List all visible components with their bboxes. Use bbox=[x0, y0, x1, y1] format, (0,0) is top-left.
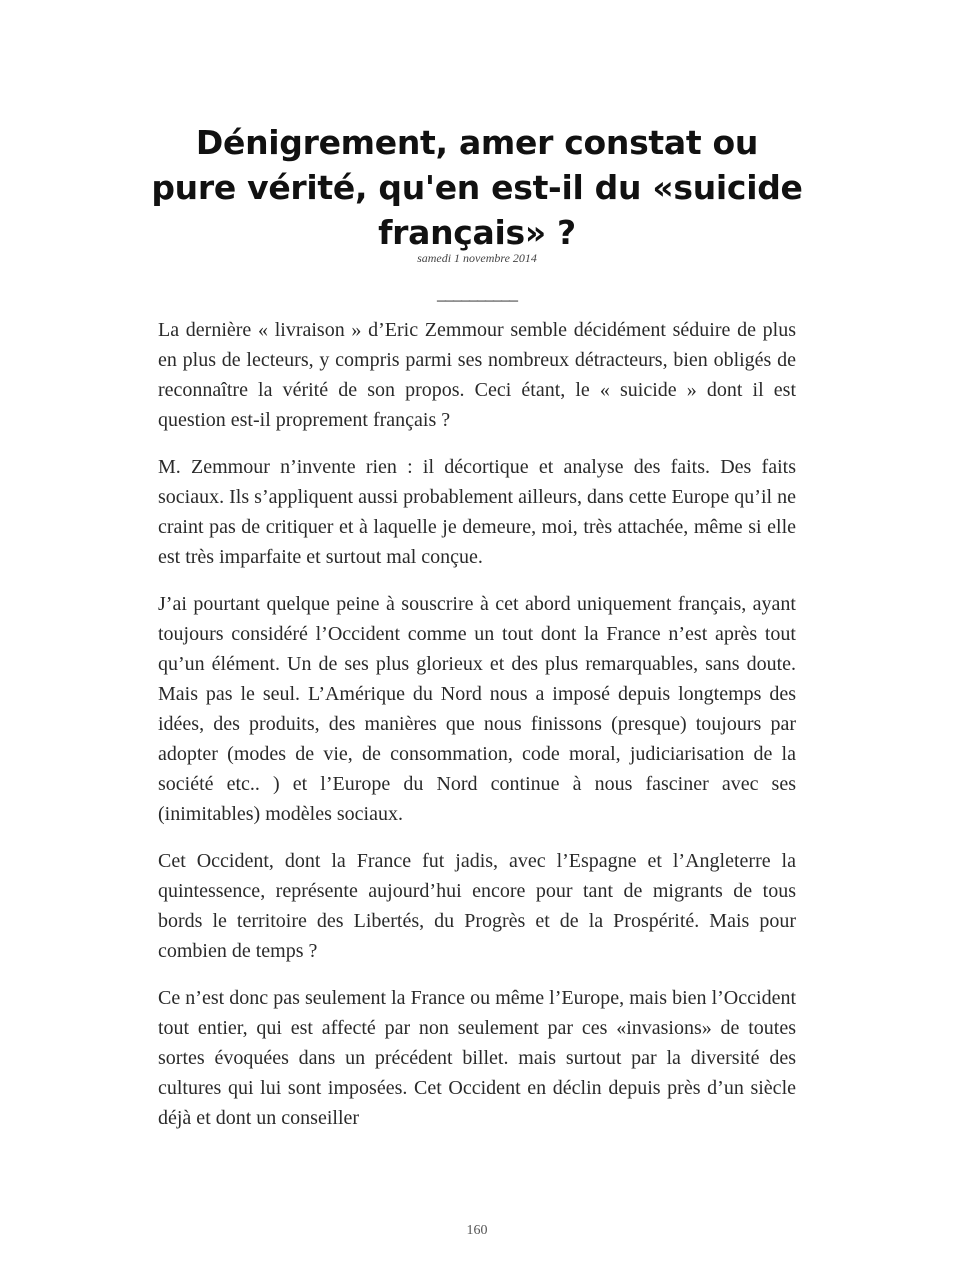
title-separator: __________ bbox=[437, 283, 517, 303]
paragraph-2: M. Zemmour n’invente rien : il décortique et analyse des faits. Des faits sociaux. Ils s’appliquent aussi probablement ailleurs, dans cette Europe qu’il ne craint pas de critiquer et à laquelle je demeure, moi, très attachée, même si elle est très imparfaite et surtout mal conçue. bbox=[158, 456, 796, 568]
paragraph-5: Ce n’est donc pas seulement la France ou même l’Europe, mais bien l’Occident tout entier, qui est affecté par non seulement par ces «invasions» de toutes sortes évoquées dans un précédent billet. mais surtout par la diversité des cultures qui lui sont imposées. Cet Occident en déclin depuis près d’un siècle déjà et dont un conseiller bbox=[158, 987, 796, 1129]
article-date: samedi 1 novembre 2014 bbox=[417, 251, 537, 265]
article-title: Dénigrement, amer constat ou pure vérité, qu'en est-il du «suicide français» ? bbox=[151, 123, 803, 252]
paragraph-4: Cet Occident, dont la France fut jadis, avec l’Espagne et l’Angleterre la quintessence, représente aujourd’hui encore pour tant de migrants de tous bords le territoire des Libertés, du Progrès et de la Prospérité. Mais pour combien de temps ? bbox=[158, 850, 796, 962]
page-number: 160 bbox=[466, 1223, 488, 1238]
paragraph-1: La dernière « livraison » d’Eric Zemmour semble décidément séduire de plus en plus de lecteurs, y compris parmi ses nombreux détracteurs, bien obligés de reconnaître la vérité de son propos. Ceci étant, le « suicide » dont il est question est-il proprement français ? bbox=[158, 319, 796, 431]
paragraph-3: J’ai pourtant quelque peine à souscrire à cet abord uniquement français, ayant toujours considéré l’Occident comme un tout dont la France n’est après tout qu’un élément. Un de ses plus glorieux et des plus remarquables, sans doute. Mais pas le seul. L’Amérique du Nord nous a imposé depuis longtemps des idées, des produits, des manières que nous finissons (presque) toujours par adopter (modes de vie, de consommation, code moral, judiciarisation de la société etc.. ) et l’Europe du Nord continue à nous fasciner avec ses (inimitables) modèles sociaux. bbox=[158, 593, 796, 825]
article-body bbox=[158, 315, 796, 1150]
